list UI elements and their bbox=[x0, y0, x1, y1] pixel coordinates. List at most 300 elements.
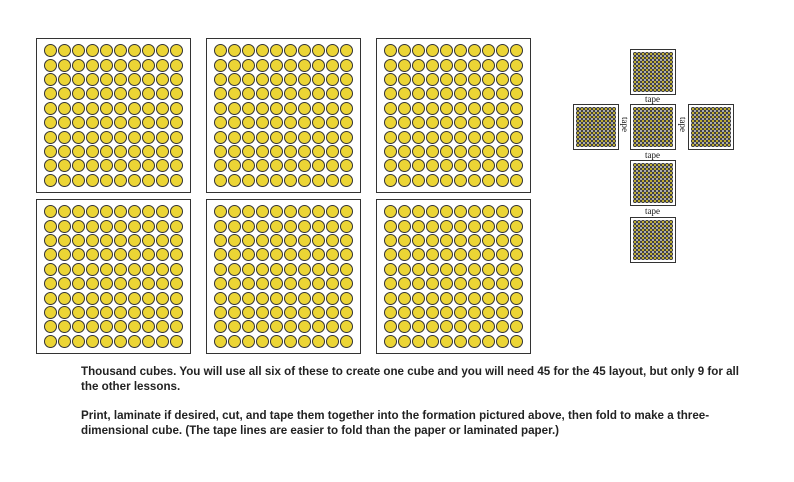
unit-dot bbox=[86, 263, 99, 276]
unit-dot bbox=[156, 131, 169, 144]
unit-dot bbox=[256, 292, 269, 305]
unit-dot bbox=[256, 335, 269, 348]
unit-dot bbox=[298, 73, 311, 86]
unit-dot bbox=[496, 59, 509, 72]
unit-dot bbox=[128, 87, 141, 100]
unit-dot bbox=[170, 320, 183, 333]
unit-dot bbox=[228, 320, 241, 333]
unit-dot bbox=[510, 263, 523, 276]
unit-dot bbox=[326, 73, 339, 86]
unit-dot bbox=[398, 306, 411, 319]
unit-dot bbox=[170, 116, 183, 129]
unit-dot bbox=[256, 320, 269, 333]
unit-dot bbox=[510, 73, 523, 86]
unit-dot bbox=[510, 320, 523, 333]
unit-dot bbox=[326, 263, 339, 276]
unit-dot bbox=[114, 73, 127, 86]
unit-dot bbox=[510, 145, 523, 158]
unit-dot bbox=[284, 220, 297, 233]
unit-dot bbox=[482, 73, 495, 86]
unit-dot bbox=[128, 205, 141, 218]
unit-dot bbox=[298, 306, 311, 319]
tape-label-below-center: tape bbox=[645, 150, 660, 160]
unit-dot bbox=[298, 44, 311, 57]
unit-dot bbox=[58, 234, 71, 247]
unit-dot bbox=[44, 131, 57, 144]
unit-dot bbox=[72, 87, 85, 100]
unit-dot bbox=[170, 335, 183, 348]
unit-dot bbox=[340, 44, 353, 57]
unit-dot bbox=[340, 306, 353, 319]
unit-dot bbox=[482, 220, 495, 233]
unit-dot bbox=[398, 205, 411, 218]
unit-dot bbox=[228, 220, 241, 233]
unit-dot bbox=[228, 248, 241, 261]
unit-dot bbox=[440, 145, 453, 158]
unit-dot bbox=[100, 174, 113, 187]
unit-dot bbox=[454, 73, 467, 86]
unit-dot bbox=[440, 220, 453, 233]
unit-dot bbox=[270, 306, 283, 319]
unit-dot bbox=[454, 205, 467, 218]
unit-dot bbox=[86, 145, 99, 158]
unit-dot bbox=[228, 234, 241, 247]
unit-dot bbox=[72, 131, 85, 144]
unit-dot bbox=[482, 205, 495, 218]
unit-dot bbox=[214, 87, 227, 100]
unit-dot bbox=[482, 234, 495, 247]
unit-dot bbox=[426, 116, 439, 129]
unit-dot bbox=[440, 44, 453, 57]
cube-face-panel-2 bbox=[206, 38, 361, 193]
unit-dot bbox=[298, 205, 311, 218]
unit-dot bbox=[242, 248, 255, 261]
unit-dot bbox=[228, 73, 241, 86]
unit-dot bbox=[412, 277, 425, 290]
unit-dot bbox=[142, 205, 155, 218]
unit-dot bbox=[510, 159, 523, 172]
unit-dot bbox=[142, 44, 155, 57]
net-face-top bbox=[630, 49, 676, 95]
unit-dot bbox=[412, 159, 425, 172]
unit-dot bbox=[398, 116, 411, 129]
unit-dot bbox=[412, 73, 425, 86]
unit-dot bbox=[156, 102, 169, 115]
unit-dot bbox=[326, 220, 339, 233]
unit-dot bbox=[454, 174, 467, 187]
unit-dot bbox=[482, 174, 495, 187]
unit-dot bbox=[496, 87, 509, 100]
unit-dot bbox=[270, 145, 283, 158]
unit-dot bbox=[44, 87, 57, 100]
unit-dot bbox=[256, 145, 269, 158]
unit-dot bbox=[284, 145, 297, 158]
unit-dot bbox=[214, 306, 227, 319]
unit-dot bbox=[496, 248, 509, 261]
unit-dot bbox=[326, 292, 339, 305]
unit-dot bbox=[128, 174, 141, 187]
unit-dot bbox=[284, 248, 297, 261]
unit-dot bbox=[100, 335, 113, 348]
unit-dot bbox=[298, 87, 311, 100]
unit-dot bbox=[284, 263, 297, 276]
unit-dot bbox=[412, 174, 425, 187]
unit-dot bbox=[214, 59, 227, 72]
unit-dot bbox=[496, 292, 509, 305]
unit-dot bbox=[298, 59, 311, 72]
cube-face-panel-1 bbox=[36, 38, 191, 193]
unit-dot bbox=[426, 73, 439, 86]
unit-dot bbox=[384, 59, 397, 72]
unit-dot bbox=[228, 102, 241, 115]
unit-dot bbox=[44, 174, 57, 187]
unit-dot bbox=[256, 306, 269, 319]
unit-dot bbox=[482, 102, 495, 115]
unit-dot bbox=[58, 102, 71, 115]
unit-dot bbox=[426, 292, 439, 305]
unit-dot bbox=[170, 145, 183, 158]
unit-dot bbox=[340, 220, 353, 233]
unit-dot bbox=[114, 116, 127, 129]
unit-dot bbox=[412, 234, 425, 247]
unit-dot bbox=[326, 145, 339, 158]
unit-dot bbox=[228, 263, 241, 276]
unit-dot bbox=[384, 102, 397, 115]
unit-dot bbox=[256, 159, 269, 172]
unit-dot bbox=[326, 277, 339, 290]
unit-dot bbox=[398, 335, 411, 348]
unit-dot bbox=[312, 263, 325, 276]
unit-dot bbox=[256, 277, 269, 290]
unit-dot bbox=[454, 248, 467, 261]
unit-dot bbox=[312, 277, 325, 290]
unit-dot bbox=[398, 73, 411, 86]
unit-dot bbox=[214, 205, 227, 218]
unit-dot bbox=[58, 159, 71, 172]
unit-dot bbox=[100, 145, 113, 158]
unit-dot bbox=[482, 145, 495, 158]
unit-dot bbox=[482, 292, 495, 305]
unit-dot bbox=[412, 59, 425, 72]
unit-dot bbox=[482, 320, 495, 333]
unit-dot bbox=[44, 335, 57, 348]
unit-dot bbox=[326, 335, 339, 348]
unit-dot bbox=[256, 234, 269, 247]
unit-dot bbox=[312, 292, 325, 305]
unit-dot bbox=[114, 59, 127, 72]
unit-dot bbox=[454, 87, 467, 100]
unit-dot bbox=[468, 277, 481, 290]
unit-dot bbox=[256, 102, 269, 115]
unit-dot bbox=[398, 102, 411, 115]
unit-dot bbox=[284, 335, 297, 348]
unit-dot bbox=[86, 205, 99, 218]
unit-dot bbox=[86, 248, 99, 261]
unit-dot bbox=[426, 174, 439, 187]
unit-dot bbox=[44, 145, 57, 158]
unit-dot bbox=[496, 320, 509, 333]
unit-dot bbox=[298, 277, 311, 290]
unit-dot bbox=[270, 263, 283, 276]
unit-dot bbox=[612, 143, 616, 147]
unit-dot bbox=[440, 292, 453, 305]
unit-dot bbox=[142, 59, 155, 72]
unit-dot bbox=[142, 87, 155, 100]
unit-dot bbox=[58, 306, 71, 319]
unit-dot bbox=[86, 277, 99, 290]
unit-dot bbox=[72, 320, 85, 333]
unit-dot bbox=[170, 59, 183, 72]
unit-dot bbox=[298, 248, 311, 261]
unit-dot bbox=[228, 335, 241, 348]
unit-dot bbox=[284, 116, 297, 129]
unit-dot bbox=[256, 59, 269, 72]
unit-dot bbox=[72, 263, 85, 276]
unit-dot bbox=[242, 234, 255, 247]
unit-dot bbox=[156, 234, 169, 247]
unit-dot bbox=[270, 335, 283, 348]
unit-dot bbox=[44, 44, 57, 57]
unit-dot bbox=[510, 174, 523, 187]
unit-dot bbox=[170, 73, 183, 86]
unit-dot bbox=[86, 116, 99, 129]
unit-dot bbox=[468, 306, 481, 319]
unit-dot bbox=[426, 159, 439, 172]
unit-dot bbox=[398, 263, 411, 276]
unit-dot bbox=[326, 248, 339, 261]
unit-dot bbox=[128, 73, 141, 86]
unit-dot bbox=[440, 87, 453, 100]
unit-dot bbox=[284, 159, 297, 172]
unit-dot bbox=[44, 320, 57, 333]
unit-dot bbox=[170, 174, 183, 187]
unit-dot bbox=[156, 59, 169, 72]
unit-dot bbox=[468, 44, 481, 57]
unit-dot bbox=[468, 248, 481, 261]
unit-dot bbox=[72, 292, 85, 305]
unit-dot bbox=[270, 116, 283, 129]
unit-dot bbox=[412, 335, 425, 348]
unit-dot bbox=[128, 306, 141, 319]
unit-dot bbox=[114, 220, 127, 233]
unit-dot bbox=[156, 220, 169, 233]
unit-dot bbox=[384, 277, 397, 290]
unit-dot bbox=[284, 44, 297, 57]
unit-dot bbox=[454, 102, 467, 115]
unit-dot bbox=[156, 116, 169, 129]
unit-dot bbox=[412, 102, 425, 115]
unit-dot bbox=[426, 248, 439, 261]
unit-dot bbox=[298, 131, 311, 144]
unit-dot bbox=[228, 306, 241, 319]
unit-dot bbox=[228, 277, 241, 290]
unit-dot bbox=[86, 159, 99, 172]
unit-dot bbox=[128, 159, 141, 172]
unit-dot bbox=[114, 248, 127, 261]
unit-dot bbox=[270, 292, 283, 305]
unit-dot bbox=[398, 59, 411, 72]
unit-dot bbox=[482, 116, 495, 129]
unit-dot bbox=[128, 320, 141, 333]
unit-dot bbox=[214, 174, 227, 187]
unit-dot bbox=[58, 335, 71, 348]
unit-dot bbox=[510, 44, 523, 57]
unit-dot bbox=[468, 87, 481, 100]
unit-dot bbox=[270, 73, 283, 86]
unit-dot bbox=[384, 320, 397, 333]
unit-dot bbox=[100, 306, 113, 319]
unit-dot bbox=[156, 73, 169, 86]
unit-dot bbox=[412, 220, 425, 233]
unit-dot bbox=[58, 59, 71, 72]
unit-dot bbox=[468, 116, 481, 129]
unit-dot bbox=[44, 159, 57, 172]
unit-dot bbox=[170, 131, 183, 144]
unit-dot bbox=[100, 320, 113, 333]
unit-dot bbox=[298, 174, 311, 187]
net-face-right bbox=[688, 104, 734, 150]
unit-dot bbox=[312, 102, 325, 115]
unit-dot bbox=[156, 306, 169, 319]
unit-dot bbox=[114, 87, 127, 100]
unit-dot bbox=[284, 174, 297, 187]
unit-dot bbox=[72, 234, 85, 247]
unit-dot bbox=[440, 248, 453, 261]
unit-dot bbox=[170, 159, 183, 172]
unit-dot bbox=[270, 248, 283, 261]
unit-dot bbox=[440, 73, 453, 86]
unit-dot bbox=[72, 116, 85, 129]
unit-dot bbox=[340, 73, 353, 86]
unit-dot bbox=[284, 102, 297, 115]
unit-dot bbox=[142, 234, 155, 247]
unit-dot bbox=[228, 145, 241, 158]
unit-dot bbox=[156, 277, 169, 290]
unit-dot bbox=[72, 44, 85, 57]
unit-dot bbox=[482, 306, 495, 319]
unit-dot bbox=[398, 248, 411, 261]
unit-dot bbox=[384, 220, 397, 233]
unit-dot bbox=[384, 205, 397, 218]
unit-dot bbox=[340, 174, 353, 187]
unit-dot bbox=[100, 102, 113, 115]
unit-dot bbox=[468, 131, 481, 144]
unit-dot bbox=[284, 292, 297, 305]
unit-dot bbox=[44, 73, 57, 86]
unit-dot bbox=[100, 73, 113, 86]
unit-dot bbox=[242, 59, 255, 72]
unit-dot bbox=[340, 59, 353, 72]
unit-dot bbox=[312, 248, 325, 261]
unit-dot bbox=[214, 263, 227, 276]
unit-dot bbox=[270, 205, 283, 218]
instructions-paragraph-2: Print, laminate if desired, cut, and tape them together into the formation pictured above, then fold to make a three-dimensional cube. (The tape lines are easier to fold than the paper or laminated paper.) bbox=[81, 409, 710, 437]
cube-face-panel-3 bbox=[376, 38, 531, 193]
unit-dot bbox=[100, 263, 113, 276]
unit-dot bbox=[58, 220, 71, 233]
unit-dot bbox=[426, 277, 439, 290]
unit-dot bbox=[86, 102, 99, 115]
unit-dot bbox=[114, 44, 127, 57]
unit-dot bbox=[326, 234, 339, 247]
unit-dot bbox=[214, 73, 227, 86]
unit-dot bbox=[454, 292, 467, 305]
unit-dot bbox=[426, 320, 439, 333]
unit-dot bbox=[242, 145, 255, 158]
unit-dot bbox=[412, 87, 425, 100]
unit-dot bbox=[100, 205, 113, 218]
unit-dot bbox=[496, 159, 509, 172]
unit-dot bbox=[142, 145, 155, 158]
unit-dot bbox=[496, 73, 509, 86]
unit-dot bbox=[214, 320, 227, 333]
unit-dot bbox=[454, 116, 467, 129]
unit-dot bbox=[270, 102, 283, 115]
unit-dot bbox=[284, 320, 297, 333]
unit-dot bbox=[242, 116, 255, 129]
unit-dot bbox=[242, 277, 255, 290]
unit-dot bbox=[156, 248, 169, 261]
unit-dot bbox=[114, 306, 127, 319]
unit-dot bbox=[312, 220, 325, 233]
unit-dot bbox=[454, 234, 467, 247]
unit-dot bbox=[312, 44, 325, 57]
unit-dot bbox=[114, 292, 127, 305]
tape-label-right: tape bbox=[678, 117, 688, 132]
unit-dot bbox=[340, 263, 353, 276]
unit-dot bbox=[510, 234, 523, 247]
unit-dot bbox=[86, 234, 99, 247]
unit-dot bbox=[440, 234, 453, 247]
unit-dot bbox=[440, 159, 453, 172]
unit-dot bbox=[128, 292, 141, 305]
unit-dot bbox=[510, 335, 523, 348]
unit-dot bbox=[100, 87, 113, 100]
unit-dot bbox=[270, 44, 283, 57]
unit-dot bbox=[114, 131, 127, 144]
unit-dot bbox=[72, 248, 85, 261]
unit-dot bbox=[214, 335, 227, 348]
unit-dot bbox=[496, 234, 509, 247]
unit-dot bbox=[340, 87, 353, 100]
unit-dot bbox=[426, 44, 439, 57]
unit-dot bbox=[214, 277, 227, 290]
unit-dot bbox=[142, 263, 155, 276]
unit-dot bbox=[426, 335, 439, 348]
unit-dot bbox=[114, 277, 127, 290]
cube-face-panel-5 bbox=[206, 199, 361, 354]
unit-dot bbox=[482, 131, 495, 144]
unit-dot bbox=[58, 248, 71, 261]
unit-dot bbox=[44, 205, 57, 218]
unit-dot bbox=[426, 220, 439, 233]
unit-dot bbox=[128, 102, 141, 115]
unit-dot bbox=[58, 44, 71, 57]
unit-dot bbox=[298, 263, 311, 276]
unit-dot bbox=[228, 131, 241, 144]
unit-dot bbox=[142, 220, 155, 233]
unit-dot bbox=[156, 44, 169, 57]
unit-dot bbox=[298, 102, 311, 115]
unit-dot bbox=[214, 292, 227, 305]
unit-dot bbox=[384, 174, 397, 187]
unit-dot bbox=[482, 263, 495, 276]
unit-dot bbox=[114, 234, 127, 247]
unit-dot bbox=[384, 116, 397, 129]
unit-dot bbox=[384, 159, 397, 172]
unit-dot bbox=[454, 44, 467, 57]
unit-dot bbox=[326, 87, 339, 100]
